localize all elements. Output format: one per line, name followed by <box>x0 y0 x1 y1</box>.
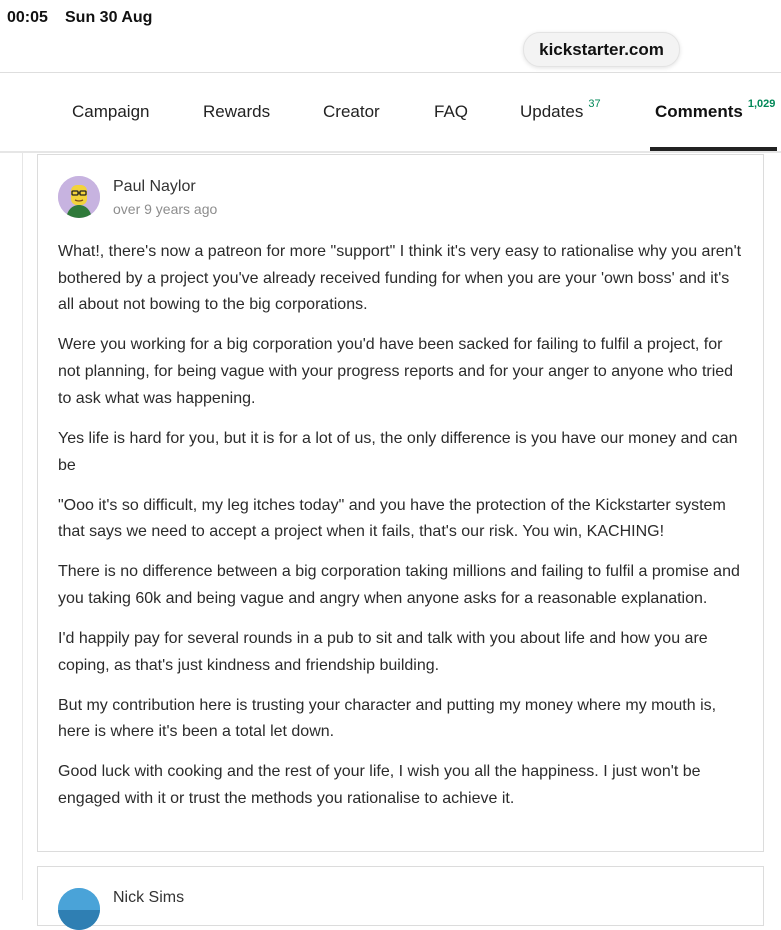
tab-faq-label: FAQ <box>434 102 469 121</box>
comment-card <box>37 154 764 852</box>
tab-rewards-label: Rewards <box>203 102 271 121</box>
comment-paragraph: I'd happily pay for several rounds in a pub to sit and talk with you about life and how you are coping, as that's just kindness and friendship building. <box>58 629 708 674</box>
project-tabs <box>0 73 781 151</box>
comment-author[interactable]: Paul Naylor <box>113 178 196 195</box>
comment-paragraph: Were you working for a big corporation you'd have been sacked for failing to fulfil a project, for not planning, for being vague with your progress reports and for your anger to anyone who tried to ask what was happening. <box>58 336 734 407</box>
status-time: 00:05 <box>7 9 48 26</box>
url-bar[interactable]: kickstarter.com <box>523 32 680 67</box>
tab-updates[interactable] <box>520 73 601 151</box>
status-bar <box>0 0 781 36</box>
comment-paragraph: But my contribution here is trusting your character and putting my money where my mouth is, here is where it's been a total let down. <box>58 696 717 741</box>
thread-rail <box>22 153 23 900</box>
comment-paragraph: What!, there's now a patreon for more "support" I think it's very easy to rationalise why you aren't bothered by a project you've already received funding for when you are your 'own boss' and it's all about not bowing to the big corporations. <box>58 243 742 314</box>
tab-campaign-label: Campaign <box>72 102 150 121</box>
comment-paragraph: Yes life is hard for you, but it is for a lot of us, the only difference is you have our money and can be <box>58 429 738 474</box>
comment-body <box>58 239 748 826</box>
tab-campaign[interactable] <box>72 73 150 151</box>
tab-comments[interactable] <box>655 73 775 151</box>
user-avatar-icon <box>58 176 100 218</box>
tab-creator-label: Creator <box>323 102 380 121</box>
tab-updates-count: 37 <box>588 98 601 110</box>
comment-paragraph: "Ooo it's so difficult, my leg itches today" and you have the protection of the Kickstarter system that says we need to accept a project when it fails, that's our risk. You win, KACHING! <box>58 496 726 541</box>
status-date: Sun 30 Aug <box>65 9 153 26</box>
comment-paragraph: There is no difference between a big corporation taking millions and failing to fulfil a promise and you taking 60k and being vague and angry when anyone asks for a reasonable explanation. <box>58 563 740 607</box>
tab-rewards[interactable] <box>203 73 270 151</box>
avatar[interactable] <box>58 176 100 218</box>
tab-creator[interactable] <box>323 73 380 151</box>
tab-faq[interactable] <box>434 73 468 151</box>
tab-updates-label: Updates <box>520 102 584 121</box>
comment-paragraph: Good luck with cooking and the rest of your life, I wish you all the happiness. I just won't be engaged with it or trust the methods you rationalise to achieve it. <box>58 763 701 808</box>
avatar[interactable] <box>58 888 100 930</box>
user-avatar-icon <box>58 888 100 930</box>
comment-author[interactable]: Nick Sims <box>113 889 185 906</box>
comment-card <box>37 866 764 926</box>
tabs-divider <box>0 151 781 153</box>
comment-timestamp: over 9 years ago <box>113 201 218 217</box>
tab-comments-label: Comments <box>655 102 743 121</box>
tab-comments-count: 1,029 <box>747 98 776 110</box>
